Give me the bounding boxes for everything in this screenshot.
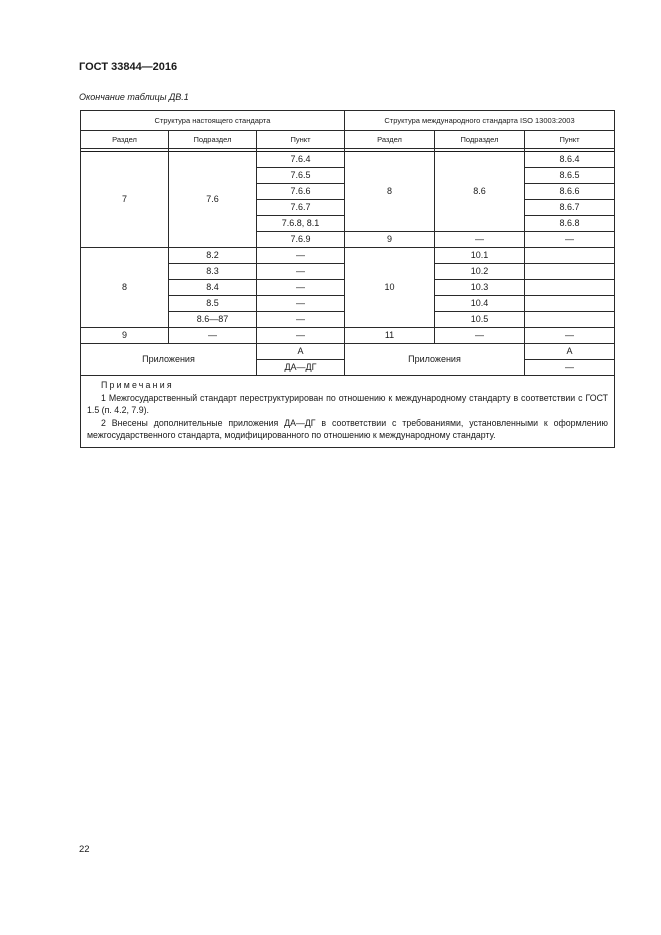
cell-punkt: — xyxy=(257,280,345,296)
cell-intl-punkt xyxy=(525,296,615,312)
cell-punkt: — xyxy=(257,328,345,344)
cell-punkt: — xyxy=(257,312,345,328)
cell-punkt: 7.6.4 xyxy=(257,152,345,168)
cell-punkt: А xyxy=(257,344,345,360)
cell-podrazdel: 8.2 xyxy=(169,248,257,264)
cell-intl-punkt xyxy=(525,312,615,328)
cell-intl-punkt: А xyxy=(525,344,615,360)
cell-intl-punkt: — xyxy=(525,360,615,376)
col-header-intl-podrazdel: Подраздел xyxy=(435,131,525,149)
cell-intl-punkt: 8.6.6 xyxy=(525,184,615,200)
cell-intl-podrazdel: 10.4 xyxy=(435,296,525,312)
cell-intl-punkt xyxy=(525,248,615,264)
cell-intl-punkt: 8.6.5 xyxy=(525,168,615,184)
cell-intl-appendix-label: Приложения xyxy=(345,344,525,376)
cell-intl-podrazdel: 10.3 xyxy=(435,280,525,296)
note-item: 1 Межгосударственный стандарт переструктурирован по отношению к международному стандарту в соответствии с ГОСТ 1.5 (п. 4.2, 7.9). xyxy=(87,392,609,415)
group-header-row xyxy=(81,111,615,131)
cell-razdel: 9 xyxy=(81,328,169,344)
cell-punkt: 7.6.8, 8.1 xyxy=(257,216,345,232)
note-item: 2 Внесены дополнительные приложения ДА—ДГ в соответствии с требованиями, установленными к оформлению межгосударственного стандарта, модифицированного по отношению к международному стандарту. xyxy=(87,417,609,440)
col-header-razdel: Раздел xyxy=(81,131,169,149)
col-header-punkt: Пункт xyxy=(257,131,345,149)
cell-intl-podrazdel: 10.2 xyxy=(435,264,525,280)
cell-podrazdel: 8.3 xyxy=(169,264,257,280)
cell-intl-punkt: 8.6.4 xyxy=(525,152,615,168)
cell-intl-razdel: 10 xyxy=(345,248,435,328)
document-header: ГОСТ 33844—2016 xyxy=(79,61,178,73)
col-header-intl-punkt: Пункт xyxy=(525,131,615,149)
table-caption: Окончание таблицы ДВ.1 xyxy=(79,92,189,102)
table-row xyxy=(81,344,615,360)
group-header-international: Структура международного стандарта ISO 13003:2003 xyxy=(345,111,615,131)
cell-intl-podrazdel: — xyxy=(435,232,525,248)
cell-punkt: 7.6.9 xyxy=(257,232,345,248)
cell-podrazdel: 7.6 xyxy=(169,152,257,248)
col-header-podrazdel: Подраздел xyxy=(169,131,257,149)
table-row xyxy=(81,328,615,344)
cell-punkt: 7.6.7 xyxy=(257,200,345,216)
notes-title: Примечания xyxy=(101,380,174,390)
cell-intl-podrazdel: — xyxy=(435,328,525,344)
group-header-national: Структура настоящего стандарта xyxy=(81,111,345,131)
cell-intl-podrazdel: 8.6 xyxy=(435,152,525,232)
cell-intl-podrazdel: 10.5 xyxy=(435,312,525,328)
column-header-row xyxy=(81,131,615,149)
notes-cell xyxy=(81,376,615,448)
cell-podrazdel: 8.5 xyxy=(169,296,257,312)
cell-punkt: — xyxy=(257,296,345,312)
structure-comparison-table xyxy=(80,110,615,448)
col-header-intl-razdel: Раздел xyxy=(345,131,435,149)
cell-podrazdel: — xyxy=(169,328,257,344)
cell-punkt: 7.6.6 xyxy=(257,184,345,200)
cell-punkt: — xyxy=(257,264,345,280)
cell-intl-razdel: 11 xyxy=(345,328,435,344)
cell-podrazdel: 8.4 xyxy=(169,280,257,296)
cell-intl-podrazdel: 10.1 xyxy=(435,248,525,264)
cell-appendix-label: Приложения xyxy=(81,344,257,376)
page-number: 22 xyxy=(79,844,90,855)
cell-razdel: 7 xyxy=(81,152,169,248)
cell-podrazdel: 8.6—87 xyxy=(169,312,257,328)
cell-punkt: — xyxy=(257,248,345,264)
cell-intl-punkt: 8.6.8 xyxy=(525,216,615,232)
cell-intl-razdel: 8 xyxy=(345,152,435,232)
cell-razdel: 8 xyxy=(81,248,169,328)
cell-intl-razdel: 9 xyxy=(345,232,435,248)
cell-intl-punkt: 8.6.7 xyxy=(525,200,615,216)
cell-intl-punkt: — xyxy=(525,232,615,248)
cell-intl-punkt: — xyxy=(525,328,615,344)
notes-row xyxy=(81,376,615,448)
cell-intl-punkt xyxy=(525,264,615,280)
cell-intl-punkt xyxy=(525,280,615,296)
cell-punkt: 7.6.5 xyxy=(257,168,345,184)
table-row xyxy=(81,152,615,168)
table-row xyxy=(81,248,615,264)
cell-punkt: ДА—ДГ xyxy=(257,360,345,376)
